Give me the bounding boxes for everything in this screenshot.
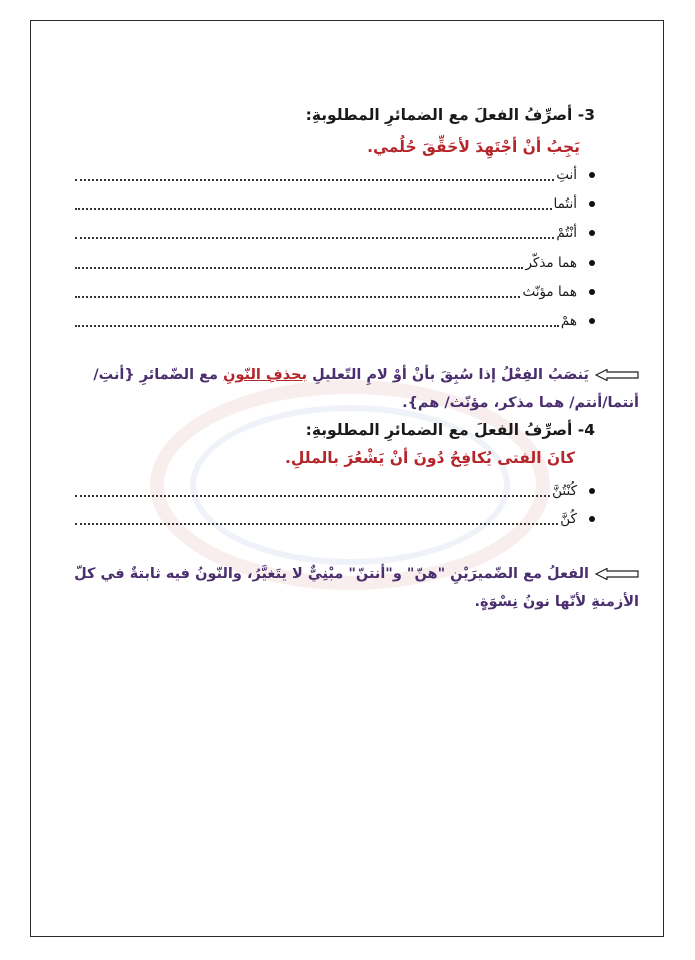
bullet-icon xyxy=(589,172,595,178)
bullet-icon xyxy=(589,318,595,324)
answer-blank[interactable] xyxy=(75,513,558,525)
answer-blank[interactable] xyxy=(75,485,550,497)
bullet-icon xyxy=(589,260,595,266)
section4-heading: 4- أصرِّفُ الفعلَ مع الضمائرِ المطلوبةِ: xyxy=(305,421,595,439)
exercise-row xyxy=(75,480,595,502)
pronoun-label: هما مؤنّث xyxy=(522,284,577,300)
pronoun-label: أنتِ xyxy=(556,167,577,183)
pronoun-label: هما مذكّر xyxy=(525,255,577,271)
bullet-icon xyxy=(589,516,595,522)
answer-blank[interactable] xyxy=(75,169,554,181)
exercise-row xyxy=(75,281,595,303)
note1-text-before: يَنصَبُ الفِعْلُ إذا سُبِقَ بأنْ أوْ لامِ التّعليلِ xyxy=(307,367,589,383)
rule-note-1 xyxy=(69,361,639,417)
pronoun-label: أنتُما xyxy=(553,196,577,212)
arrow-left-icon xyxy=(595,369,639,381)
answer-blank[interactable] xyxy=(75,198,552,210)
note1-text-after: مع الضّمائرِ {أنتِ/ أنتما/أنتم/ هما مذكر، مؤنّث/ هم}. xyxy=(93,367,639,411)
answer-blank[interactable] xyxy=(75,257,523,269)
answer-blank[interactable] xyxy=(75,286,520,298)
section3-sentence: يَجِبُ أنْ أجْتَهِدَ لأحَقِّقَ حُلُمي. xyxy=(367,138,580,156)
arrow-left-icon xyxy=(595,568,639,580)
note2-text: الفعلُ مع الضّميرَيْنِ "هنّ" و"أنتنّ" مبْنِيٌّ لا يتَغيَّرُ، والنّونُ فيه ثابتةٌ في كلّ الأزمنةِ لأنّها نونُ نِسْوَةٍ. xyxy=(74,566,639,610)
exercise-row xyxy=(75,164,595,186)
exercise-row xyxy=(75,508,595,530)
exercise-row xyxy=(75,310,595,332)
section4-sentence: كانَ الفتى يُكافِحُ دُونَ أنْ يَشْعُرَ بالمللِ. xyxy=(285,449,575,467)
exercise-row xyxy=(75,252,595,274)
pronoun-label: كُنْتُنَّ xyxy=(552,483,577,499)
answer-blank[interactable] xyxy=(75,315,559,327)
pronoun-label: همْ xyxy=(560,313,577,329)
bullet-icon xyxy=(589,289,595,295)
bullet-icon xyxy=(589,488,595,494)
pronoun-label: أنْتُمْ xyxy=(556,225,577,241)
exercise-row xyxy=(75,222,595,244)
exercise-row xyxy=(75,193,595,215)
answer-blank[interactable] xyxy=(75,227,554,239)
bullet-icon xyxy=(589,230,595,236)
note1-highlight: بحذفِ النّونِ xyxy=(223,367,308,383)
rule-note-2 xyxy=(69,560,639,616)
pronoun-label: كُنَّ xyxy=(560,511,577,527)
bullet-icon xyxy=(589,201,595,207)
section3-heading: 3- أصرِّفُ الفعلَ مع الضمائرِ المطلوبةِ: xyxy=(305,106,595,124)
